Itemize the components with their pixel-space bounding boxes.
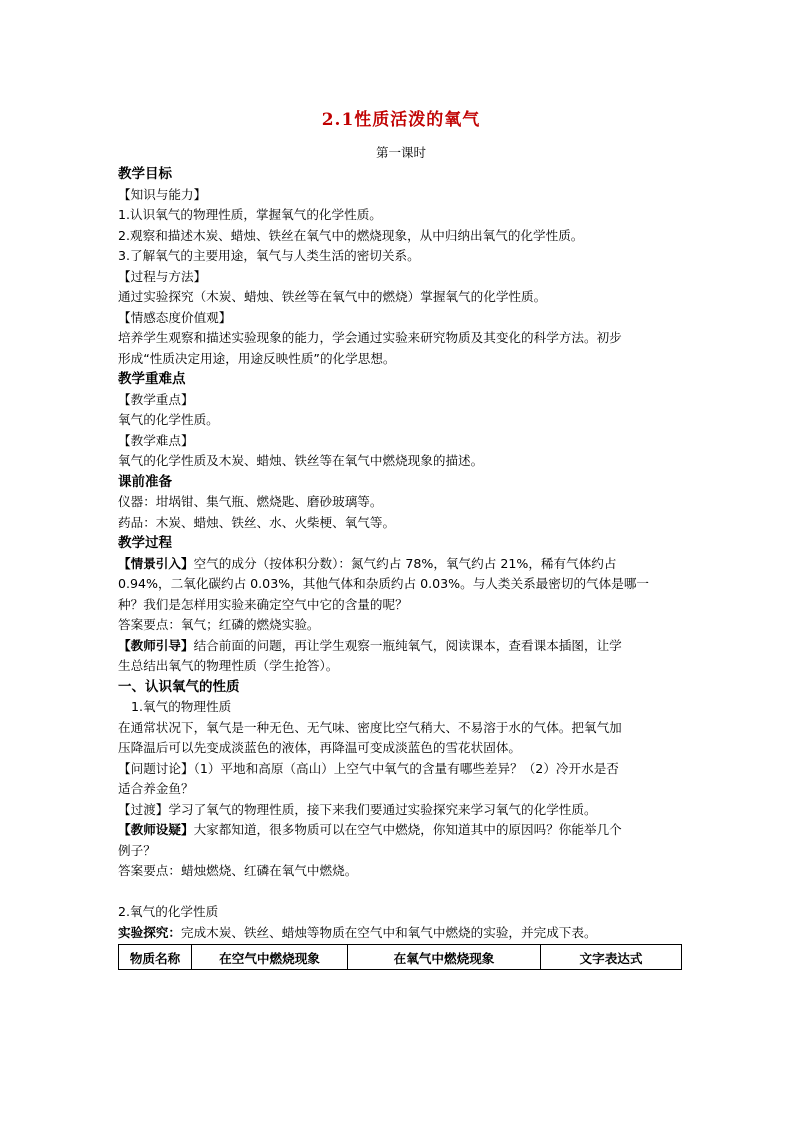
question-line-2: 例子？: [118, 842, 156, 858]
instruments-text: 仪器：坩埚钳、集气瓶、燃烧匙、磨砂玻璃等。: [118, 494, 383, 509]
objectives-block: [118, 164, 684, 554]
document-title: 2.1性质活泼的氧气: [321, 110, 481, 130]
discussion-line-2: 适合养金鱼？: [118, 781, 194, 796]
subsection-chemical: 2.氧气的化学性质: [118, 904, 219, 919]
spacer: [118, 882, 684, 903]
heading-preparation: 课前准备: [118, 473, 172, 490]
document-page: [118, 105, 684, 970]
objective-2: 2.观察和描述木炭、蜡烛、铁丝在氧气中的燃烧现象，从中归纳出氧气的化学性质。: [118, 227, 584, 243]
attitude-text-1: 培养学生观察和描述实验现象的能力，学会通过实验来研究物质及其变化的科学方法。初步: [118, 330, 622, 345]
header-word-equation: 文字表达式: [541, 945, 682, 970]
question-label: 【教师设疑】: [118, 822, 194, 837]
explore-label: 实验探究：: [118, 924, 181, 940]
intro-line-3: 种？我们是怎样用实验来确定空气中它的含量的呢？: [118, 596, 408, 612]
attitude-text-2: 形成“性质决定用途，用途反映性质”的化学思想。: [118, 350, 396, 366]
label-key-point: 【教学重点】: [118, 391, 194, 407]
explore-text: 完成木炭、铁丝、蜡烛等物质在空气中和氧气中燃烧的实验，并完成下表。: [180, 924, 597, 940]
header-in-oxygen: 在氧气中燃烧现象: [348, 945, 541, 970]
key-point-text: 氧气的化学性质。: [118, 412, 219, 427]
lesson-subtitle: 第一课时: [375, 145, 426, 160]
guide-label: 【教师引导】: [118, 637, 194, 653]
label-knowledge: 【知识与能力】: [118, 186, 207, 202]
question-line-1: [118, 820, 684, 841]
section-1-heading: 一、认识氧气的性质: [118, 678, 240, 695]
difficulty-text: 氧气的化学性质及木炭、蜡烛、铁丝等在氧气中燃烧现象的描述。: [118, 453, 484, 468]
header-substance: 物质名称: [119, 945, 192, 970]
transition-text: 【过渡】学习了氧气的物理性质，接下来我们要通过实验探究来学习氧气的化学性质。: [118, 801, 597, 817]
subsection-physical: 1.氧气的物理性质: [131, 699, 232, 714]
guide-line-2: 生总结出氧气的物理性质（学生抢答）。: [118, 658, 339, 673]
results-table: [118, 944, 682, 970]
intro-answer: 答案要点：氧气；红磷的燃烧实验。: [118, 617, 320, 632]
physical-text-2: 压降温后可以先变成淡蓝色的液体，再降温可变成淡蓝色的雪花状固体。: [118, 740, 521, 755]
intro-line-2: 0.94%，二氧化碳约占 0.03%，其他气体和杂质约占 0.03%。与人类关系最密切的气体是哪一: [118, 576, 650, 591]
guide-text-1: 结合前面的问题，再让学生观察一瓶纯氧气，阅读课本，查看课本插图，让学: [193, 637, 622, 653]
label-difficulty: 【教学难点】: [118, 432, 194, 448]
question-text-1: 大家都知道，很多物质可以在空气中燃烧，你知道其中的原因吗？你能举几个: [193, 822, 622, 837]
reagents-text: 药品：木炭、蜡烛、铁丝、水、火柴梗、氧气等。: [118, 514, 396, 530]
heading-key-points: 教学重难点: [118, 371, 186, 387]
intro-line-1: [118, 554, 684, 575]
header-in-air: 在空气中燃烧现象: [192, 945, 348, 970]
process-text: 通过实验探究（木炭、蜡烛、铁丝等在氧气中的燃烧）掌握氧气的化学性质。: [118, 289, 547, 304]
physical-text-1: 在通常状况下，氧气是一种无色、无气味、密度比空气稍大、不易溶于水的气体。把氧气加: [118, 719, 622, 735]
label-attitude: 【情感态度价值观】: [118, 309, 232, 325]
label-process: 【过程与方法】: [118, 268, 207, 284]
table-header-row: [119, 945, 682, 970]
discussion-line-1: 【问题讨论】（1）平地和高原（高山）上空气中氧气的含量有哪些差异？（2）冷开水是否: [118, 760, 619, 776]
question-answer: 答案要点：蜡烛燃烧、红磷在氧气中燃烧。: [118, 863, 358, 878]
objective-3: 3.了解氧气的主要用途，氧气与人类生活的密切关系。: [118, 248, 420, 263]
heading-process: 教学过程: [118, 535, 172, 551]
intro-text-1: 空气的成分（按体积分数）：氮气约占 78%，氧气约占 21%，稀有气体约占: [193, 555, 617, 571]
intro-label: 【情景引入】: [118, 555, 194, 571]
explore-line: [118, 923, 684, 944]
objective-1: 1.认识氧气的物理性质，掌握氧气的化学性质。: [118, 207, 382, 222]
heading-objectives: 教学目标: [118, 166, 172, 182]
guide-line-1: [118, 636, 684, 657]
